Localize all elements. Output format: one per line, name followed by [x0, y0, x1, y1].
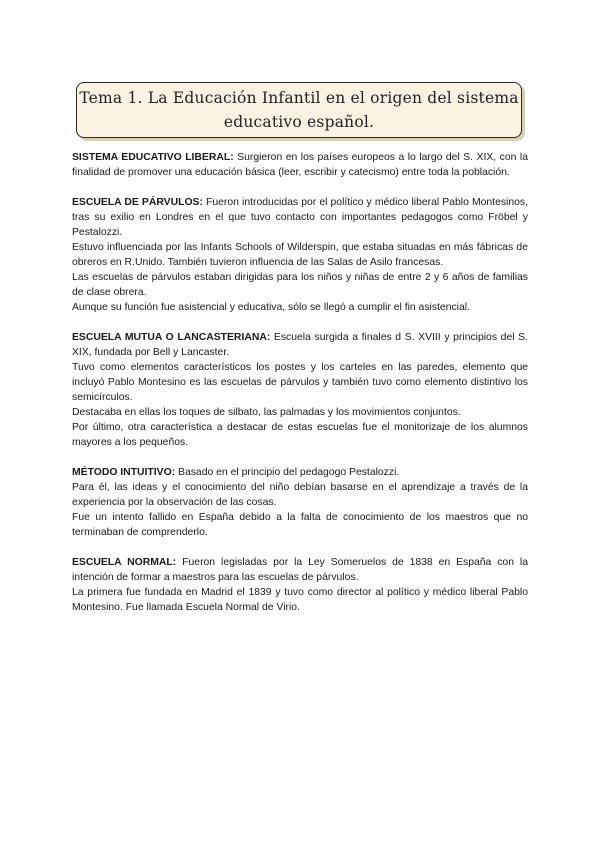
paragraph-text: Escuela surgida a finales d S. XVIII y principios del S. XIX, fundada por Bell y Lancaster. — [72, 332, 528, 358]
paragraph: Fue un intento fallido en España debido a la falta de conocimiento de los maestros que no terminaban de comprenderlo. — [72, 512, 528, 538]
paragraph-text: Basado en el principio del pedagogo Pestalozzi. — [175, 467, 400, 478]
section-metodo-intuitivo — [72, 465, 528, 540]
title-box — [76, 82, 522, 138]
section-sistema-educativo-liberal — [72, 150, 528, 180]
paragraph: Aunque su función fue asistencial y educativa, sólo se llegó a cumplir el fin asistencial. — [72, 302, 470, 313]
title-line-1: Tema 1. La Educación Infantil en el origen del sistema — [79, 89, 519, 107]
section-heading: ESCUELA DE PÁRVULOS: — [72, 197, 203, 208]
section-heading: ESCUELA MUTUA O LANCASTERIANA: — [72, 332, 271, 343]
paragraph — [72, 465, 528, 480]
section-escuela-mutua-lancasteriana — [72, 330, 528, 450]
section-escuela-de-parvulos — [72, 195, 528, 315]
paragraph-text: Fueron legisladas por la Ley Someruelos de 1838 en España con la intención de formar a maestros para las escuelas de párvulos. — [72, 557, 528, 583]
paragraph: La primera fue fundada en Madrid el 1839 y tuvo como director al político y médico liberal Pablo Montesino. Fue llamada Escuela Normal de Virio. — [72, 587, 528, 613]
paragraph — [72, 330, 528, 360]
paragraph — [72, 150, 528, 180]
paragraph: Tuvo como elementos característicos los postes y los carteles en las paredes, elemento que incluyó Pablo Montesino es las escuelas de párvulos y también tuvo como elemento distintivo los semicírculos. — [72, 362, 528, 403]
paragraph-text: Fueron introducidas por el político y médico liberal Pablo Montesinos, tras su exilio en Londres en el que tuvo contacto con importantes pedagogos como Fröbel y Pestalozzi. — [72, 197, 528, 238]
paragraph: Destacaba en ellas los toques de silbato, las palmadas y los movimientos conjuntos. — [72, 407, 461, 418]
section-heading: ESCUELA NORMAL: — [72, 557, 177, 568]
section-heading: SISTEMA EDUCATIVO LIBERAL: — [72, 152, 234, 163]
section-escuela-normal — [72, 555, 528, 615]
paragraph — [72, 555, 528, 585]
title-line-2: educativo español. — [223, 113, 375, 131]
paragraph — [72, 195, 528, 240]
paragraph: Por último, otra característica a destacar de estas escuelas fue el monitorizaje de los alumnos mayores a los pequeños. — [72, 422, 528, 448]
paragraph: Las escuelas de párvulos estaban dirigidas para los niños y niñas de entre 2 y 6 años de familias de clase obrera. — [72, 272, 528, 298]
paragraph: Para él, las ideas y el conocimiento del niño debían basarse en el aprendizaje a través de la experiencia por la observación de las cosas. — [72, 482, 528, 508]
document-body — [72, 150, 528, 630]
paragraph-text: Surgieron en los países europeos a lo largo del S. XIX, con la finalidad de promover una educación básica (leer, escribir y catecismo) entre toda la población. — [72, 152, 528, 178]
section-heading: MÉTODO INTUITIVO: — [72, 467, 176, 478]
paragraph: Estuvo influenciada por las Infants Schools of Wilderspin, que estaba situadas en más fábricas de obreros en R.Unido. También tuvieron influencia de las Salas de Asilo francesas. — [72, 242, 528, 268]
